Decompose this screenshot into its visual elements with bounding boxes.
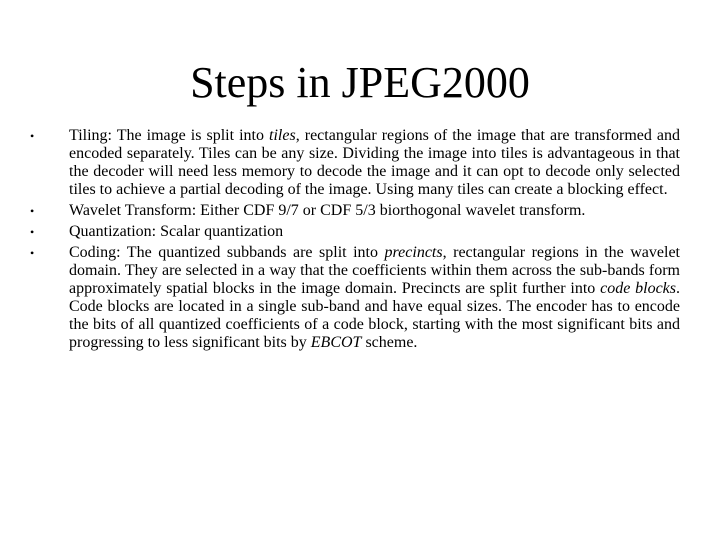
text-run: Coding: The quantized subbands are split into xyxy=(69,244,385,261)
bullet-text xyxy=(69,127,680,198)
bullet-item-tiling xyxy=(26,127,680,199)
text-run: Tiling: The image is split into xyxy=(69,127,270,144)
text-run: Quantization: Scalar quantization xyxy=(69,223,284,240)
bullet-text xyxy=(69,244,680,351)
italic-term: code blocks xyxy=(600,280,676,297)
bullet-item-quantization xyxy=(26,223,680,241)
bullet-item-wavelet-transform xyxy=(26,202,680,220)
bullet-text xyxy=(69,223,283,240)
bullet-text xyxy=(69,202,585,219)
italic-term: EBCOT xyxy=(310,334,362,351)
text-run: . Code blocks are located in a single sub-band and have equal sizes. The encoder has to encode the bits of all quantized coefficients of a code block, starting with the most significant bits and progressing to less significant bits by xyxy=(69,280,680,351)
text-run: , rectangular regions of the image that are transformed and encoded separately. Tiles can be any size. Dividing the image into tiles is advantageous in that the decoder will need less memory to decode the image and it can opt to decode only selected tiles to achieve a partial decoding of the image. Using many tiles can create a blocking effect. xyxy=(69,127,681,198)
italic-term: tiles xyxy=(269,127,296,144)
bullet-dot: • xyxy=(30,204,35,218)
italic-term: precincts xyxy=(384,244,443,261)
bullet-dot: • xyxy=(30,225,35,239)
bullet-list xyxy=(26,127,680,355)
slide-title: Steps in JPEG2000 xyxy=(190,58,530,108)
bullet-dot: • xyxy=(30,246,35,260)
bullet-dot: • xyxy=(30,129,35,143)
text-run: Wavelet Transform: Either CDF 9/7 or CDF 5/3 biorthogonal wavelet transform. xyxy=(69,202,586,219)
text-run: scheme. xyxy=(361,334,418,351)
text-run: , rectangular regions in the wavelet domain. They are selected in a way that the coefficients within them across the sub-bands form approximately spatial blocks in the image domain. Precincts are split further into xyxy=(69,244,680,297)
bullet-item-coding xyxy=(26,244,680,352)
